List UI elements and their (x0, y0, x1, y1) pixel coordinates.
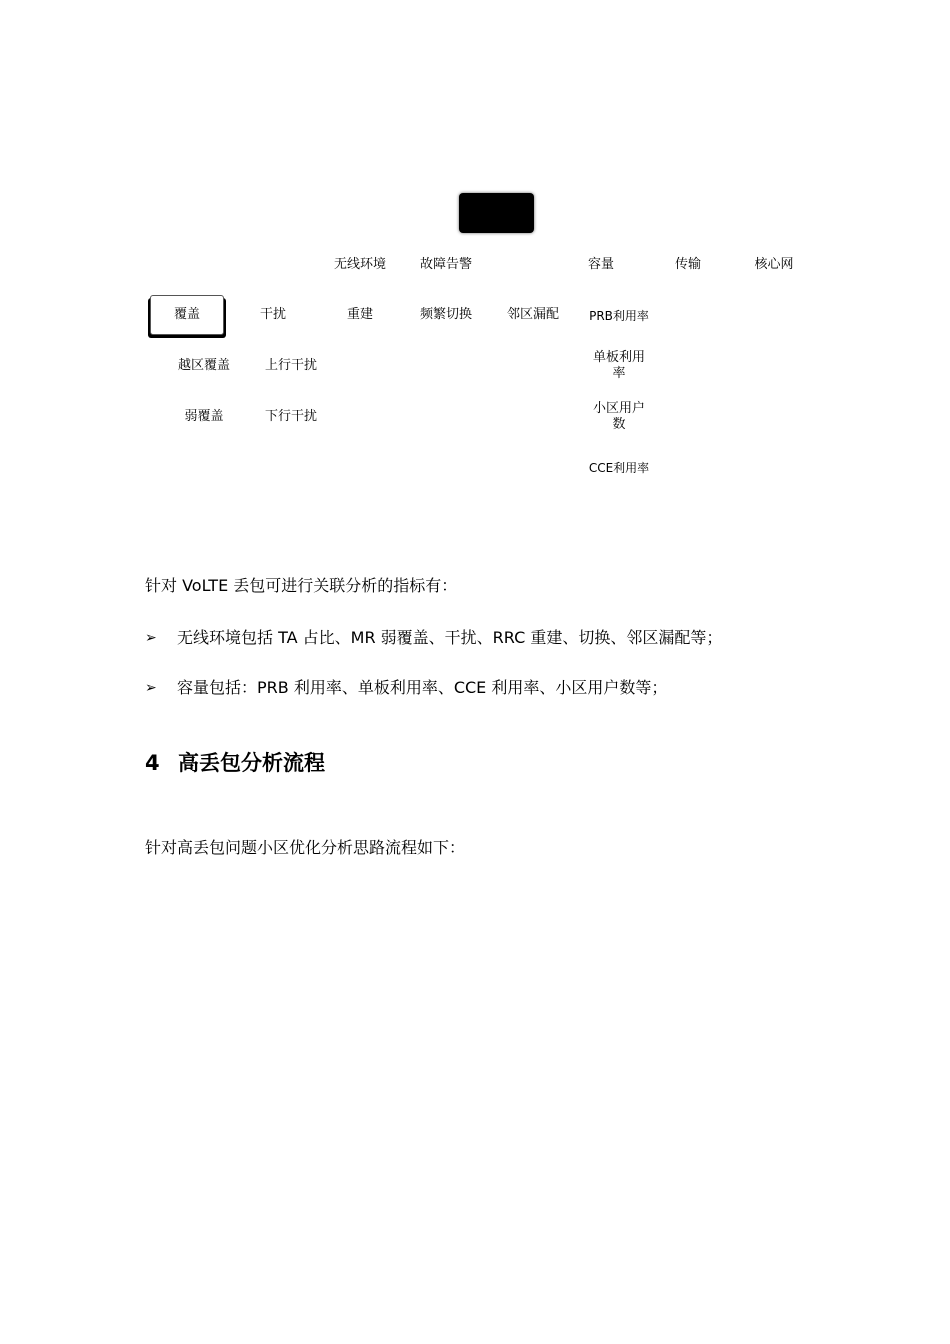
node-cce-utilization: CCE利用率 (588, 461, 650, 475)
node-capacity: 容量 (587, 257, 614, 272)
node-missing-neighbor: 邻区漏配 (506, 307, 559, 322)
section-number: 4 (145, 751, 160, 775)
node-frequent-handover: 频繁切换 (419, 307, 472, 322)
node-cell-user-count: 小区用户数 (592, 401, 645, 432)
bullet-arrow-icon: ➢ (145, 630, 157, 646)
node-overshoot-coverage: 越区覆盖 (177, 358, 230, 373)
bullet-text: 容量包括：PRB 利用率、单板利用率、CCE 利用率、小区用户数等； (177, 678, 668, 697)
intro-text: 针对 VoLTE 丢包可进行关联分析的指标有： (145, 576, 458, 595)
node-wireless-environment: 无线环境 (333, 257, 386, 272)
node-transmission: 传输 (674, 257, 701, 272)
section-heading (145, 749, 325, 777)
node-interference: 干扰 (259, 307, 286, 322)
section-title: 高丢包分析流程 (178, 751, 325, 775)
node-weak-coverage: 弱覆盖 (184, 409, 224, 424)
cause-tree-diagram (0, 0, 950, 520)
node-reestablishment: 重建 (346, 307, 373, 322)
node-coverage: 覆盖 (150, 295, 224, 335)
node-prb-utilization: PRB利用率 (589, 309, 649, 323)
node-core-network: 核心网 (754, 257, 794, 272)
node-uplink-interference: 上行干扰 (264, 358, 317, 373)
flow-intro-text: 针对高丢包问题小区优化分析思路流程如下： (145, 838, 466, 857)
bullet-text: 无线环境包括 TA 占比、MR 弱覆盖、干扰、RRC 重建、切换、邻区漏配等； (177, 628, 723, 647)
node-downlink-interference: 下行干扰 (264, 409, 317, 424)
node-board-utilization: 单板利用率 (592, 350, 645, 381)
root-node (459, 193, 534, 233)
bullet-arrow-icon: ➢ (145, 680, 157, 696)
node-fault-alarm: 故障告警 (419, 257, 472, 272)
